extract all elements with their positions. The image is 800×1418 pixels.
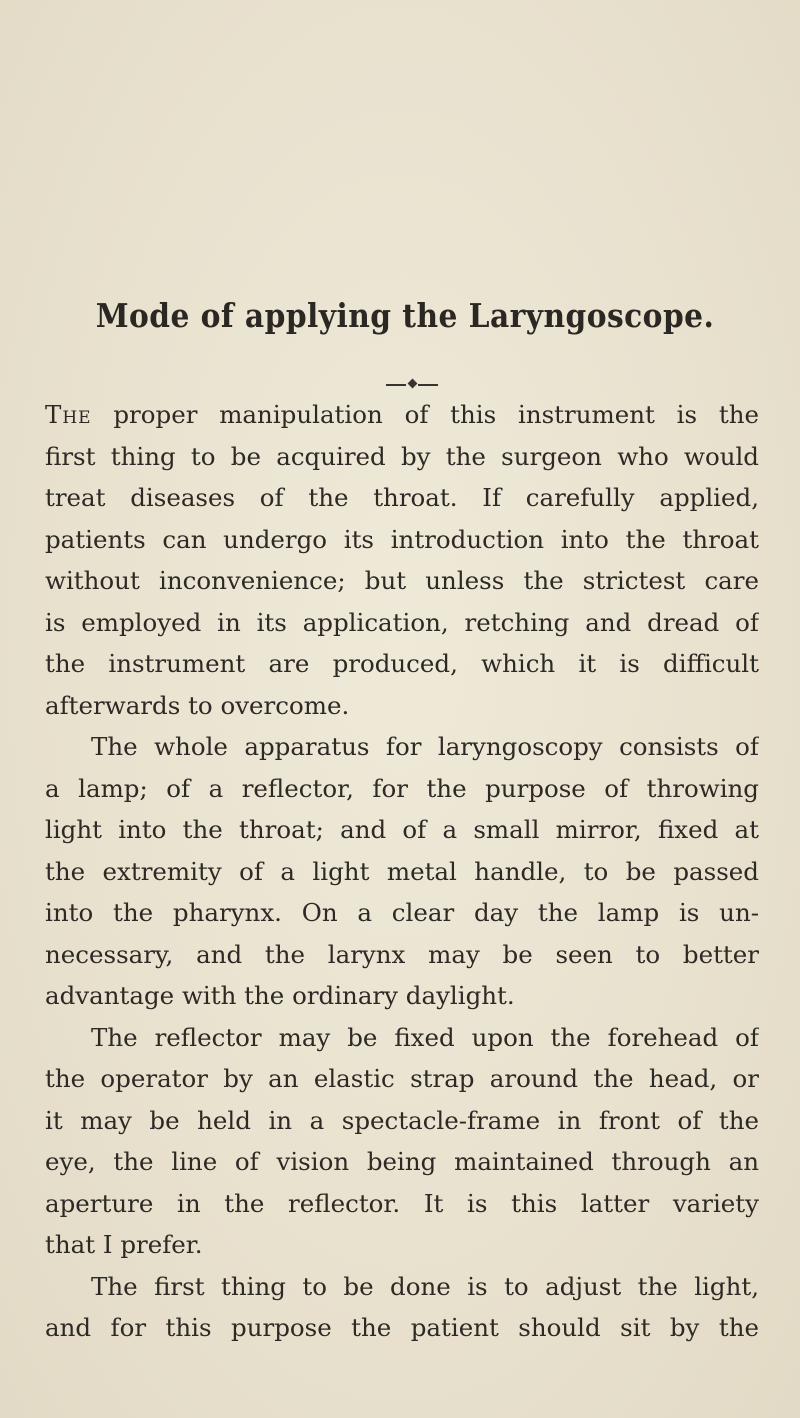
- text-line: afterwards to overcome.: [45, 690, 350, 720]
- rule-diamond-ornament-icon: [386, 380, 438, 390]
- ornament-rule-right: [418, 384, 438, 386]
- text-line: is employed in its application, retching and dread of: [45, 607, 759, 637]
- text-line: first thing to be acquired by the surgeon who would: [45, 441, 759, 471]
- text-line: without inconvenience; but unless the strictest care: [45, 566, 759, 595]
- ornament-rule-left: [386, 384, 406, 386]
- text-line: the instrument are produced, which it is difficult: [45, 649, 759, 678]
- ornament-diamond: [408, 379, 418, 389]
- text-line: it may be held in a spectacle-frame in front of the: [45, 1105, 759, 1135]
- text-line: eye, the line of vision being maintained through an: [45, 1147, 759, 1176]
- text-line: into the pharynx. On a clear day the lamp is un-: [45, 898, 759, 927]
- text-line: the extremity of a light metal handle, to be passed: [45, 856, 759, 886]
- text-line: The whole apparatus for laryngoscopy consists of: [91, 732, 759, 761]
- text-line: treat diseases of the throat. If carefully applied,: [45, 483, 759, 512]
- text-line: aperture in the reflector. It is this latter variety: [45, 1188, 759, 1218]
- text-line: a lamp; of a reflector, for the purpose of throwing: [45, 773, 759, 803]
- text-line: patients can undergo its introduction into the throat: [45, 524, 759, 554]
- line-text: proper manipulation of this instrument is the: [91, 400, 759, 429]
- text-line: the operator by an elastic strap around the head, or: [45, 1064, 759, 1093]
- text-line: The first thing to be done is to adjust the light,: [91, 1271, 759, 1301]
- text-line: [45, 394, 759, 436]
- body-text: [45, 394, 759, 1349]
- text-line: and for this purpose the patient should sit by the: [45, 1313, 759, 1342]
- text-line: that I prefer.: [45, 1230, 203, 1259]
- text-line: light into the throat; and of a small mirror, fixed at: [45, 815, 759, 844]
- section-heading: Mode of applying the Laryngoscope.: [95, 296, 715, 335]
- text-line: advantage with the ordinary daylight.: [45, 981, 515, 1010]
- text-line: The reflector may be fixed upon the forehead of: [91, 1022, 759, 1052]
- small-caps-opening-word: The: [45, 400, 92, 429]
- text-line: necessary, and the larynx may be seen to better: [45, 939, 759, 969]
